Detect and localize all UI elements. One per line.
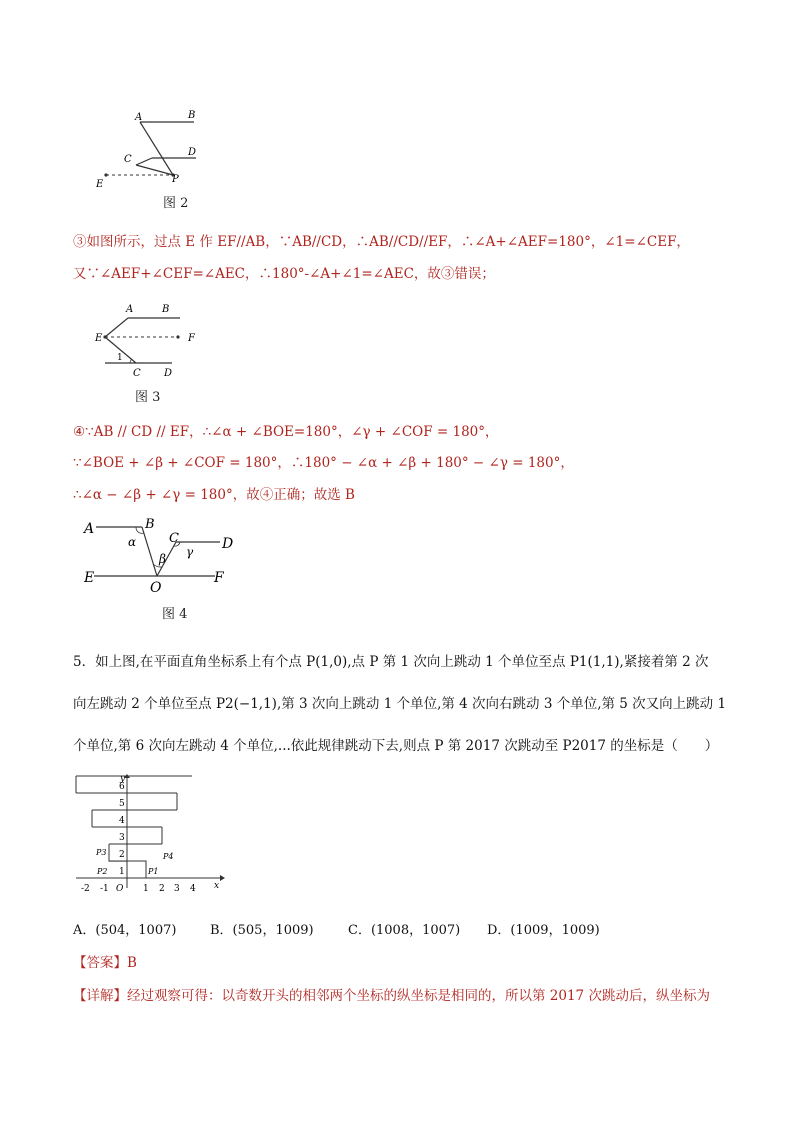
x-tick-3: 3 bbox=[174, 884, 180, 894]
option-b[interactable]: B．(505，1009) bbox=[210, 923, 314, 938]
figure-2-diagram bbox=[88, 108, 208, 208]
fig4-label-beta: β bbox=[159, 552, 166, 566]
y-tick-1: 1 bbox=[119, 867, 125, 877]
answer-line bbox=[73, 951, 137, 971]
fig3-label-c: C bbox=[133, 368, 141, 379]
fig4-label-f: F bbox=[214, 570, 224, 586]
x-tick-origin: O bbox=[116, 884, 124, 894]
fig4-label-e: E bbox=[84, 570, 95, 586]
figure-4-diagram bbox=[80, 512, 250, 598]
x-tick-1: 1 bbox=[143, 884, 149, 894]
option-c[interactable]: C．(1008，1007) bbox=[348, 923, 461, 938]
answer-label: 【答案】 bbox=[73, 955, 127, 971]
fig2-label-b: B bbox=[188, 110, 196, 121]
x-tick-4: 4 bbox=[190, 884, 196, 894]
fig3-label-e: E bbox=[95, 333, 103, 344]
figure-2 bbox=[88, 108, 208, 208]
jump-graph bbox=[70, 774, 230, 894]
y-tick-6: 6 bbox=[119, 782, 125, 792]
detail-label: 【详解】 bbox=[73, 988, 127, 1004]
step3-line2: 又∵∠AEF+∠CEF=∠AEC，∴180°-∠A+∠1=∠AEC，故③错误； bbox=[73, 266, 495, 282]
jump-graph-svg bbox=[70, 774, 230, 894]
fig2-label-e: E bbox=[96, 179, 104, 190]
option-a[interactable]: A．(504，1007) bbox=[73, 923, 177, 938]
x-tick-neg2: -2 bbox=[81, 884, 90, 894]
fig3-label-d: D bbox=[164, 368, 173, 379]
x-tick-neg1: -1 bbox=[100, 884, 109, 894]
fig3-label-f: F bbox=[188, 333, 195, 344]
fig2-label-a: A bbox=[135, 112, 143, 123]
detail-line bbox=[73, 984, 710, 1004]
option-d[interactable]: D．(1009，1009) bbox=[487, 923, 600, 938]
step4-line1: ④∵AB // CD // EF，∴∠α + ∠BOE=180°，∠γ + ∠COF = 180°， bbox=[73, 424, 499, 440]
question5-line2: 向左跳动 2 个单位至点 P2(−1,1),第 3 次向上跳动 1 个单位,第 4 次向右跳动 3 个单位,第 5 次又向上跳动 1 bbox=[73, 696, 727, 712]
fig4-label-o: O bbox=[150, 580, 162, 596]
question5-line3: 个单位,第 6 次向左跳动 4 个单位,...依此规律跳动下去,则点 P 第 2017 次跳动至 P2017 的坐标是（ ） bbox=[73, 738, 719, 754]
fig2-label-d: D bbox=[188, 147, 197, 158]
point-p1-label: P1 bbox=[148, 867, 159, 876]
fig3-label-a: A bbox=[126, 304, 134, 315]
fig4-label-d: D bbox=[222, 536, 234, 552]
x-axis-label: x bbox=[214, 881, 220, 891]
question5-line1: 5．如上图,在平面直角坐标系上有个点 P(1,0),点 P 第 1 次向上跳动 1 个单位至点 P1(1,1),紧接着第 2 次 bbox=[73, 654, 709, 670]
step4-line3: ∴∠α − ∠β + ∠γ = 180°，故④正确；故选 B bbox=[73, 487, 355, 503]
detail-text: 经过观察可得：以奇数开头的相邻两个坐标的纵坐标是相同的，所以第 2017 次跳动后，纵坐标为 bbox=[127, 988, 710, 1004]
step4-line2: ∵∠BOE + ∠β + ∠COF = 180°，∴180° − ∠α + ∠β + 180° − ∠γ = 180°， bbox=[73, 455, 574, 471]
y-tick-5: 5 bbox=[119, 799, 125, 809]
y-tick-3: 3 bbox=[119, 833, 125, 843]
point-p2-label: P2 bbox=[97, 867, 108, 876]
step3-line1: ③如图所示，过点 E 作 EF//AB，∵AB//CD，∴AB//CD//EF，∴∠A+∠AEF=180°，∠1=∠CEF， bbox=[73, 234, 690, 250]
figure-3-diagram bbox=[90, 298, 210, 383]
point-p4-label: P4 bbox=[163, 852, 174, 861]
fig2-label-p: P bbox=[172, 174, 179, 185]
y-tick-4: 4 bbox=[119, 816, 125, 826]
figure-4 bbox=[80, 512, 250, 598]
fig4-label-c: C bbox=[169, 531, 179, 546]
fig4-label-alpha: α bbox=[128, 535, 137, 549]
fig4-label-a: A bbox=[84, 521, 95, 537]
fig3-label-b: B bbox=[162, 304, 170, 315]
figure-3-caption: 图 3 bbox=[135, 390, 161, 405]
fig3-label-1: 1 bbox=[117, 353, 123, 363]
x-tick-2: 2 bbox=[159, 884, 165, 894]
fig4-label-b: B bbox=[145, 517, 155, 532]
figure-2-caption: 图 2 bbox=[163, 196, 189, 211]
fig4-label-gamma: γ bbox=[186, 545, 194, 559]
answer-value: B bbox=[127, 955, 137, 971]
point-p3-label: P3 bbox=[96, 848, 107, 857]
figure-3 bbox=[90, 298, 210, 383]
fig2-label-c: C bbox=[124, 154, 132, 165]
figure-4-caption: 图 4 bbox=[162, 607, 188, 622]
y-axis-label: y bbox=[120, 774, 126, 784]
y-tick-2: 2 bbox=[119, 850, 125, 860]
